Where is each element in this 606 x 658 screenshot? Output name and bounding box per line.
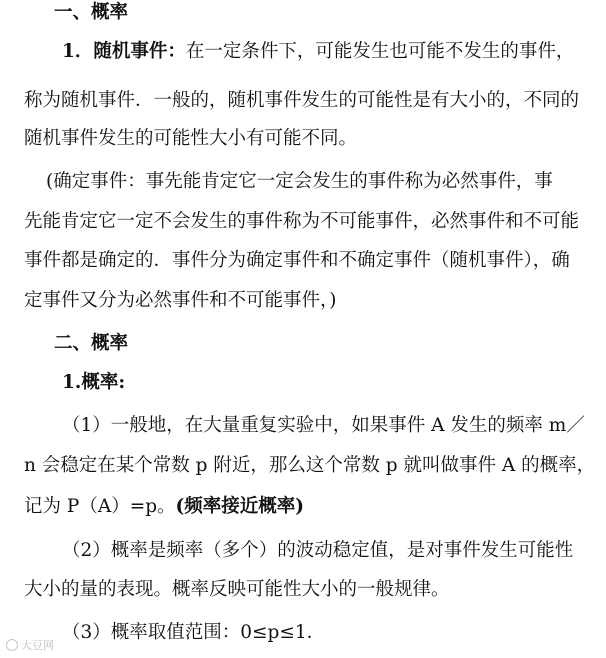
item-1-line-1: （1）一般地，在大量重复实验中，如果事件 A 发生的频率 m／ bbox=[62, 415, 585, 436]
para-certain-event-line-2: 先能肯定它一定不会发生的事件称为不可能事件，必然事件和不可能 bbox=[24, 211, 580, 232]
para-certain-event-line-3: 事件都是确定的．事件分为确定事件和不确定事件（随机事件），确 bbox=[24, 250, 570, 271]
probability-notation: 记为 P（A）=p。 bbox=[24, 496, 176, 517]
para-random-event-line-2: 称为随机事件．一般的，随机事件发生的可能性是有大小的，不同的 bbox=[24, 90, 580, 111]
watermark bbox=[6, 637, 54, 653]
watermark-text: 大豆网 bbox=[21, 639, 54, 652]
para-random-event-line-3: 随机事件发生的可能性大小有可能不同。 bbox=[24, 128, 358, 149]
item-1-line-3 bbox=[24, 495, 304, 519]
para-certain-event-line-4: 定事件又分为必然事件和不可能事件，) bbox=[24, 290, 337, 311]
para-certain-event-line-1: (确定事件：事先能肯定它一定会发生的事件称为必然事件，事 bbox=[46, 171, 553, 192]
random-event-term: 1．随机事件 bbox=[62, 41, 168, 62]
item-2-line-1: （2）概率是频率（多个）的波动稳定值，是对事件发生可能性 bbox=[62, 540, 574, 561]
term-colon: ： bbox=[167, 41, 186, 62]
subheading-probability: 1.概率: bbox=[62, 372, 126, 393]
heading-probability-1: 一、概率 bbox=[54, 2, 129, 23]
para-random-event-line-1 bbox=[62, 40, 574, 64]
frequency-approaches-probability-note: (频率接近概率) bbox=[175, 496, 305, 517]
item-3-line-1: （3）概率取值范围：0≤p≤1． bbox=[62, 622, 326, 643]
random-event-definition: 在一定条件下，可能发生也可能不发生的事件， bbox=[185, 41, 575, 62]
heading-probability-2: 二、概率 bbox=[54, 333, 129, 354]
item-2-line-2: 大小的量的表现。概率反映可能性大小的一般规律。 bbox=[24, 579, 450, 600]
item-1-line-2: n 会稳定在某个常数 p 附近，那么这个常数 p 就叫做事件 A 的概率， bbox=[24, 455, 596, 476]
weibo-logo-icon bbox=[6, 639, 18, 651]
